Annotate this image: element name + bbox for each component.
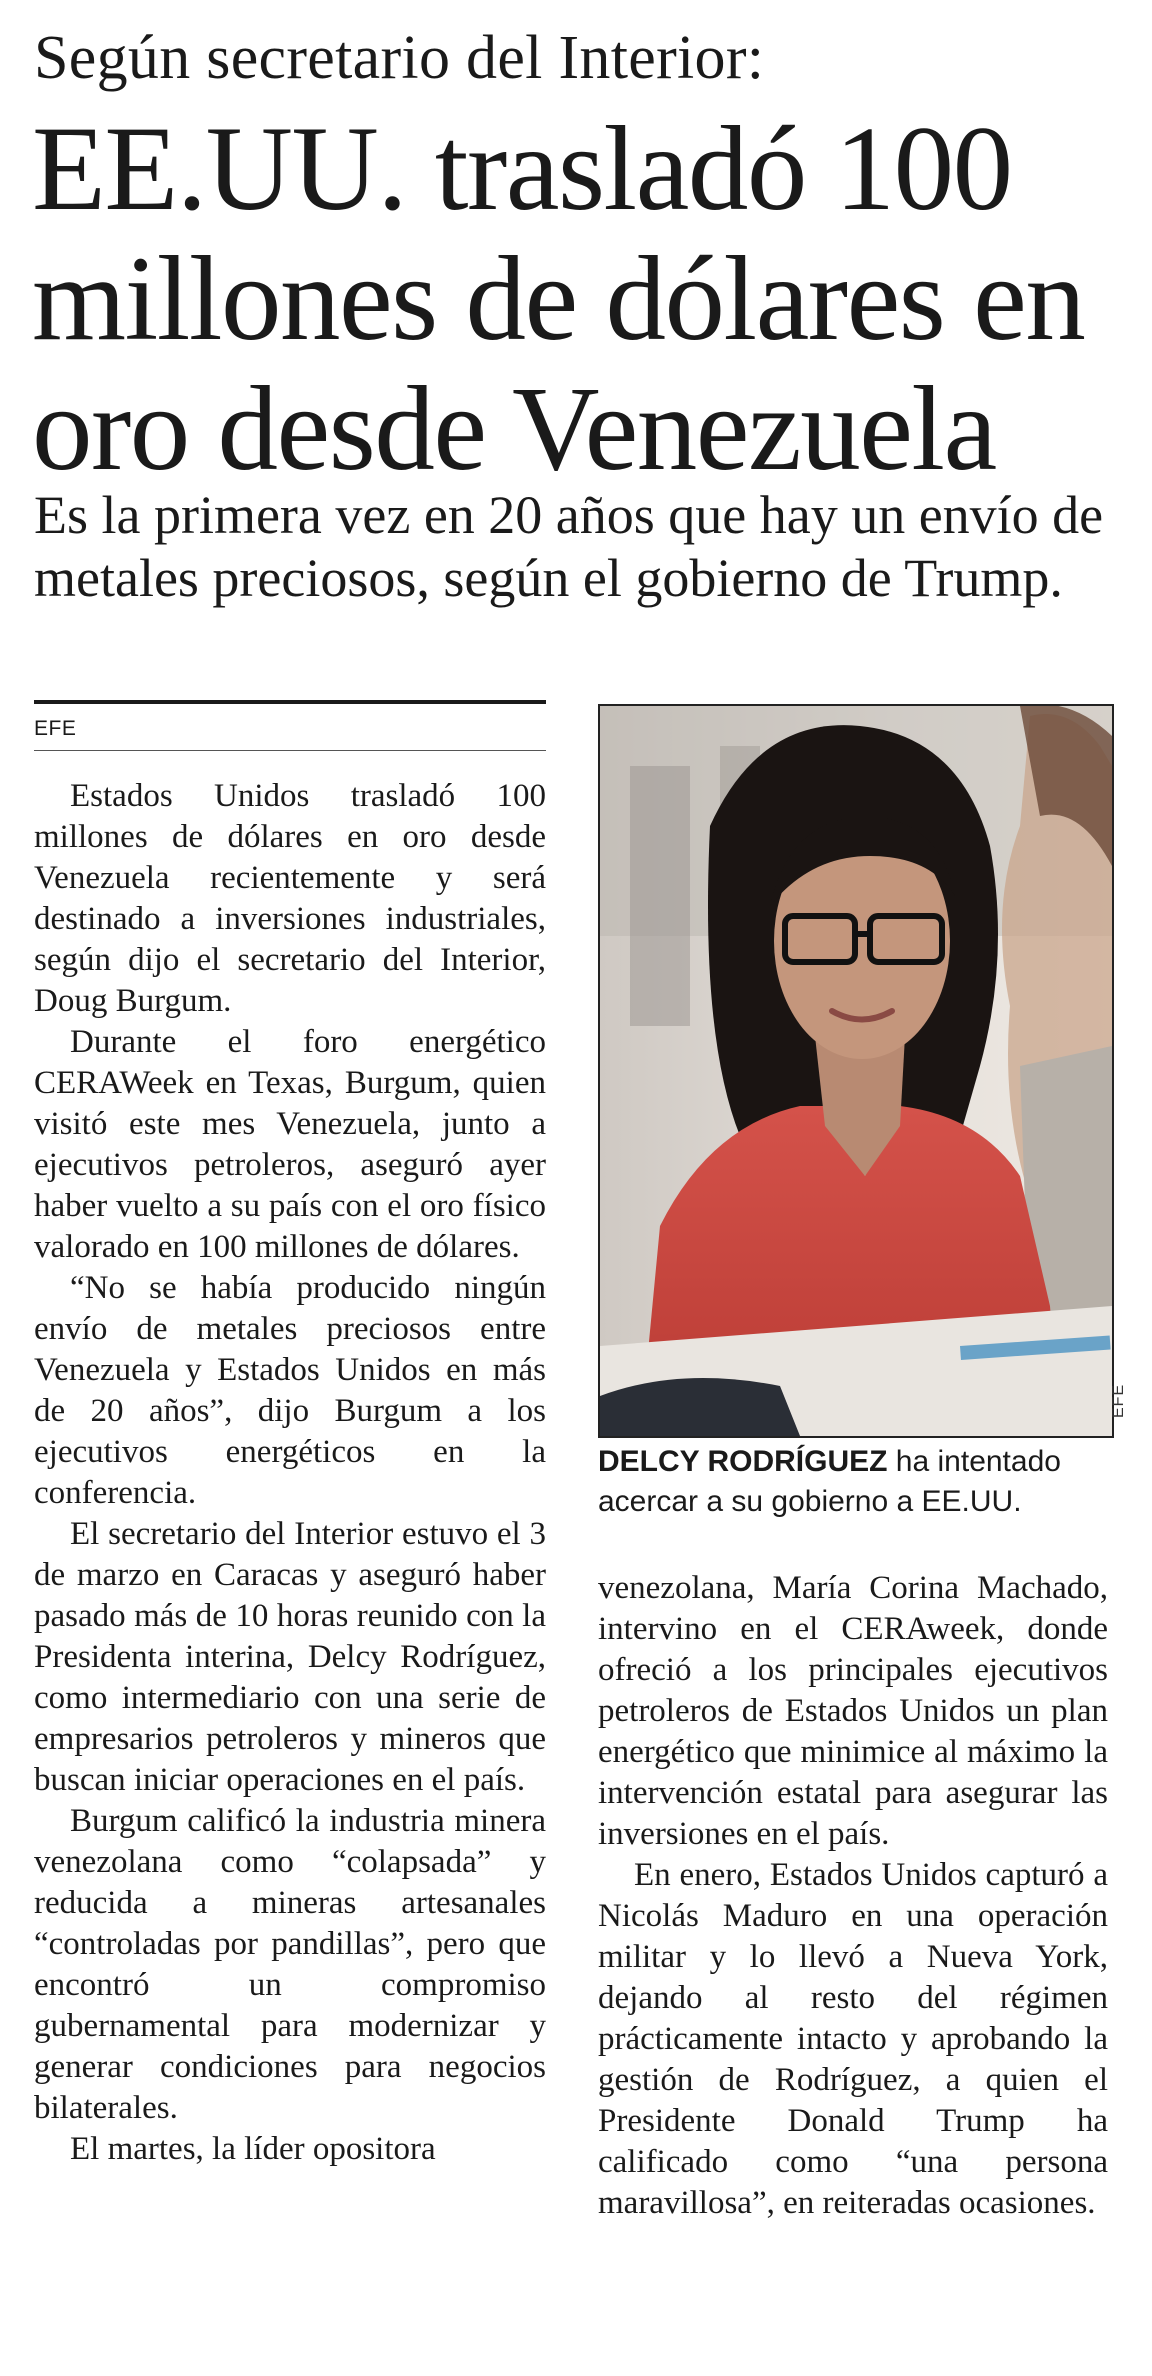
body-column-left bbox=[34, 776, 546, 2170]
body-paragraph: El secretario del Interior estuvo el 3 de marzo en Caracas y aseguró haber pasado más de 10 horas reunido con la Presidenta interina, Delcy Rodríguez, como intermediario con una serie de empresarios petroleros y mineros que buscan iniciar operaciones en el país. bbox=[34, 1516, 546, 1798]
kicker: Según secretario del Interior: bbox=[34, 24, 765, 92]
body-paragraph: El martes, la líder opositora bbox=[70, 2131, 436, 2167]
byline-bottom-rule bbox=[34, 750, 546, 751]
news-photo bbox=[598, 704, 1114, 1438]
photo-caption bbox=[598, 1442, 1118, 1522]
caption-text: ha intentado acercar a su gobierno a EE.UU. bbox=[598, 1445, 1061, 1518]
body-paragraph: venezolana, María Corina Machado, intervino en el CERAweek, donde ofreció a los principales ejecutivos petroleros de Estados Unidos un plan energético que minimice al máximo la intervención estatal para asegurar las inversiones en el país. bbox=[598, 1570, 1108, 1852]
photo-credit: EFE bbox=[1110, 1383, 1127, 1418]
body-column-right bbox=[598, 1568, 1108, 2224]
body-paragraph: En enero, Estados Unidos capturó a Nicolás Maduro en una operación militar y lo llevó a Nueva York, dejando al resto del régimen prácticamente intacto y aprobando la gestión de Rodríguez, a quien el Presidente Donald Trump ha calificado como “una persona maravillosa”, en reiteradas ocasiones. bbox=[598, 1857, 1108, 2221]
body-paragraph: Estados Unidos trasladó 100 millones de dólares en oro desde Venezuela recientemente y será destinado a inversiones industriales, según dijo el secretario del Interior, Doug Burgum. bbox=[34, 778, 546, 1019]
body-paragraph: “No se había producido ningún envío de metales preciosos entre Venezuela y Estados Unidos en más de 20 años”, dijo Burgum a los ejecutivos energéticos en la conferencia. bbox=[34, 1270, 546, 1511]
caption-name: DELCY RODRÍGUEZ bbox=[598, 1445, 888, 1478]
byline-top-rule bbox=[34, 700, 546, 704]
byline: EFE bbox=[34, 717, 77, 740]
portrait-illustration bbox=[600, 706, 1112, 1436]
headline: EE.UU. trasladó 100 millones de dólares en oro desde Venezuela bbox=[32, 102, 1085, 496]
subheadline: Es la primera vez en 20 años que hay un envío de metales preciosos, según el gobierno de Trump. bbox=[34, 485, 1104, 608]
body-paragraph: Burgum calificó la industria minera venezolana como “colapsada” y reducida a mineras artesanales “controladas por pandillas”, pero que encontró un compromiso gubernamental para modernizar y generar condiciones para negocios bilaterales. bbox=[34, 1803, 546, 2126]
body-paragraph: Durante el foro energético CERAWeek en Texas, Burgum, quien visitó este mes Venezuela, junto a ejecutivos petroleros, aseguró ayer haber vuelto a su país con el oro físico valorado en 100 millones de dólares. bbox=[34, 1024, 546, 1265]
